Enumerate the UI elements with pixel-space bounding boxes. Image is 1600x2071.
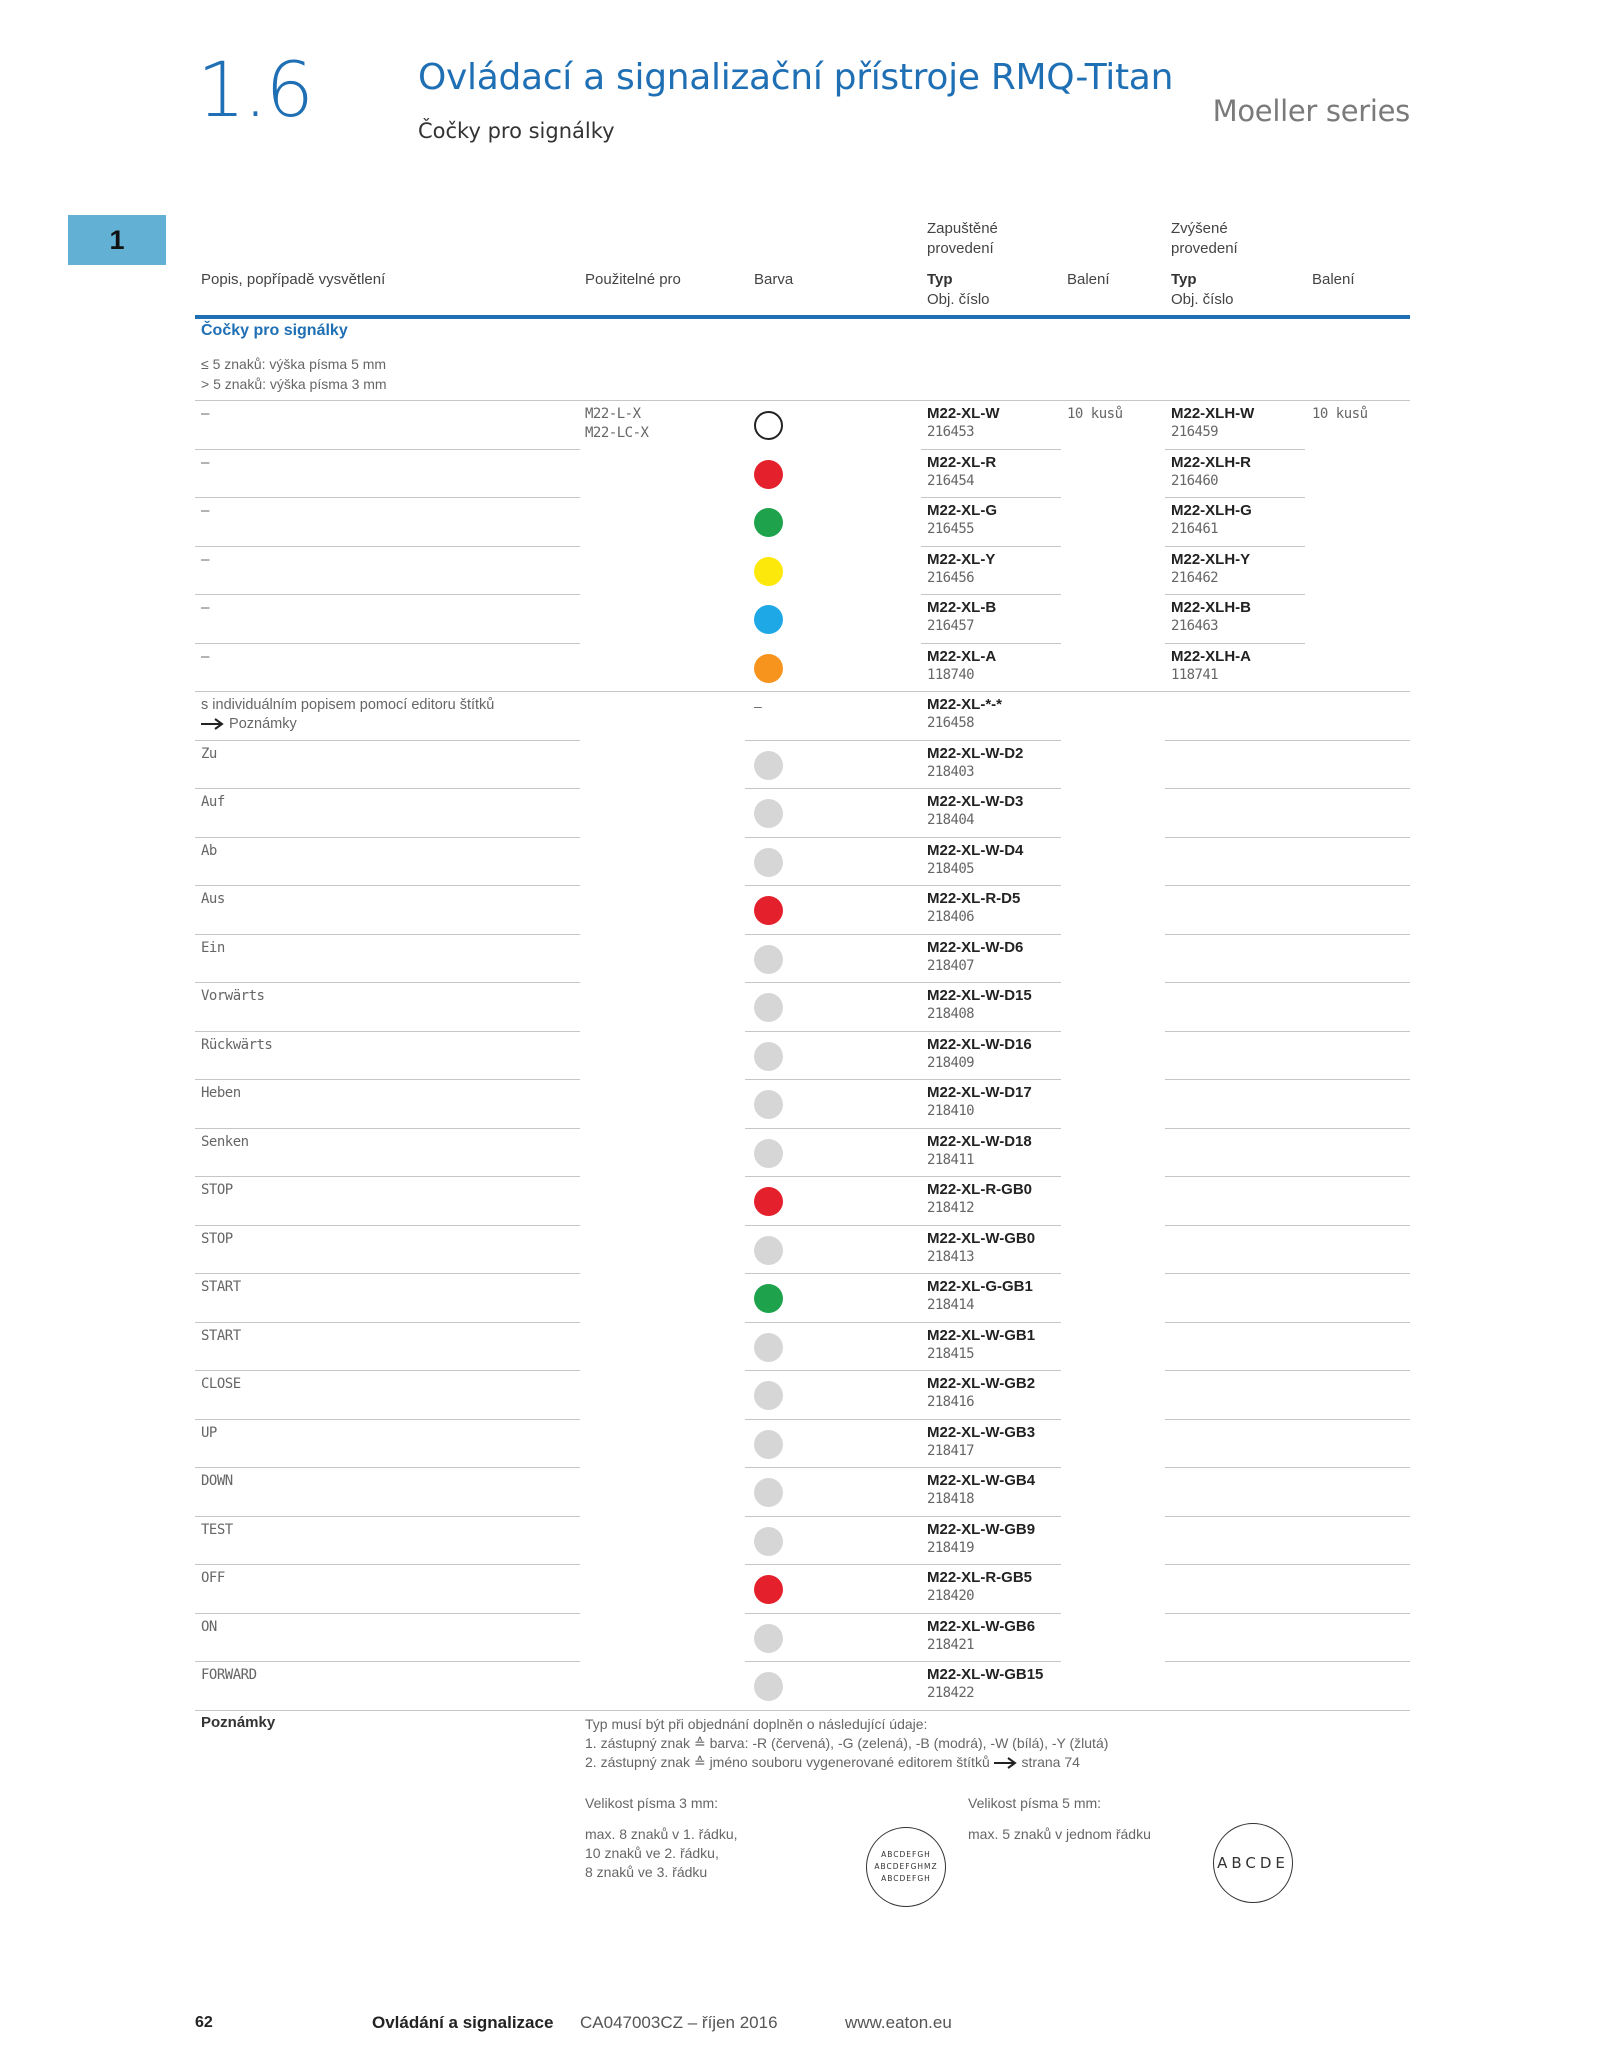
- col-type-label-raised: Typ: [1171, 271, 1197, 288]
- notes-line-1: Typ musí být při objednání doplněn o následující údaje:: [585, 1716, 928, 1732]
- table-row: [0, 983, 1600, 1032]
- font-size-3mm-rules: max. 8 znaků v 1. řádku, 10 znaků ve 2. řádku, 8 znaků ve 3. řádku: [585, 1826, 738, 1880]
- lens-color-swatch: [754, 508, 783, 537]
- table-row: [0, 450, 1600, 499]
- table-row: [0, 789, 1600, 838]
- row-description: Senken: [201, 1133, 249, 1150]
- col-raised-group-line1: Zvýšené: [1171, 220, 1228, 237]
- type-code: M22-XL-W-D4: [927, 841, 1024, 859]
- table-row: [0, 1420, 1600, 1469]
- type-code-raised: M22-XLH-R: [1171, 453, 1252, 471]
- order-number: 218419: [927, 1539, 974, 1556]
- lens-color-swatch: [754, 1381, 783, 1410]
- order-number: 218417: [927, 1442, 974, 1459]
- page-title: Ovládací a signalizační přístroje RMQ-Titan: [418, 57, 1174, 98]
- row-description: TEST: [201, 1521, 233, 1538]
- row-description: –: [201, 648, 209, 665]
- table-row: [0, 741, 1600, 790]
- row-description: Zu: [201, 745, 217, 762]
- type-code: M22-XL-W-GB4: [927, 1472, 1036, 1489]
- order-number-raised: 118741: [1171, 666, 1218, 683]
- type-code-raised: M22-XLH-Y: [1171, 550, 1251, 568]
- order-number: 218415: [927, 1345, 974, 1362]
- lens-color-swatch: [754, 993, 783, 1022]
- row-description: –: [201, 406, 209, 422]
- row-description: –: [201, 454, 209, 471]
- col-pack-header: Balení: [1067, 271, 1110, 288]
- row-description: CLOSE: [201, 1376, 241, 1392]
- font-size-3mm-title: Velikost písma 3 mm:: [585, 1795, 719, 1811]
- type-code: M22-XL-Y: [927, 550, 996, 568]
- col-pack-header-raised: Balení: [1312, 271, 1355, 288]
- series-label: Moeller series: [1212, 94, 1410, 128]
- type-code: M22-XL-W-GB6: [927, 1617, 1036, 1635]
- table-row: [0, 1177, 1600, 1226]
- row-description: STOP: [201, 1230, 233, 1247]
- row-description: Aus: [201, 891, 225, 907]
- col-description-header: Popis, popřípadě vysvětlení: [201, 271, 386, 288]
- type-code: M22-XL-B: [927, 599, 997, 616]
- col-type-header: [927, 270, 990, 310]
- type-code-raised: M22-XLH-G: [1171, 502, 1252, 519]
- table-row: [0, 547, 1600, 596]
- type-code: M22-XL-R-GB5: [927, 1569, 1033, 1586]
- row-description: OFF: [201, 1570, 225, 1586]
- lens-color-swatch: [754, 945, 783, 974]
- col-usable-header: Použitelné pro: [585, 271, 681, 288]
- row-description: FORWARD: [201, 1667, 257, 1683]
- chapter-tab-label: 1: [109, 224, 125, 255]
- row-description: UP: [201, 1424, 217, 1441]
- pack-quantity: 10 kusů: [1067, 406, 1123, 422]
- lens-color-swatch: [754, 751, 783, 780]
- table-row: [0, 1371, 1600, 1420]
- lens-color-swatch: [754, 411, 783, 440]
- table-row: [0, 886, 1600, 935]
- arrow-right-icon: [201, 718, 225, 730]
- order-number: 218408: [927, 1006, 974, 1022]
- row-description: STOP: [201, 1182, 233, 1198]
- order-number: 218421: [927, 1636, 974, 1653]
- order-number: 218406: [927, 909, 974, 925]
- lens-color-swatch: [754, 1430, 783, 1459]
- notes-text: [585, 1715, 1108, 1772]
- usable-for: M22-L-X M22-LC-X: [585, 406, 649, 441]
- col-order-label-raised: Obj. číslo: [1171, 291, 1234, 308]
- table-row: [0, 1226, 1600, 1275]
- table-row: [0, 1129, 1600, 1178]
- order-number: 216454: [927, 472, 974, 489]
- pack-quantity-raised: 10 kusů: [1312, 406, 1368, 422]
- row-description: START: [201, 1279, 241, 1295]
- lens-color-swatch: [754, 460, 783, 489]
- type-code: M22-XL-G-GB1: [927, 1278, 1033, 1295]
- lens-color-swatch: [754, 799, 783, 828]
- lens-color-swatch: [754, 1236, 783, 1265]
- order-number: 218416: [927, 1394, 974, 1410]
- order-number: 218412: [927, 1200, 974, 1216]
- order-number-raised: 216461: [1171, 521, 1218, 537]
- lens-color-swatch: [754, 605, 783, 634]
- color-placeholder: –: [754, 698, 762, 714]
- order-number: 216458: [927, 715, 974, 731]
- font-size-5mm-rule: max. 5 znaků v jednom řádku: [968, 1826, 1151, 1842]
- type-code: M22-XL-G: [927, 502, 998, 519]
- type-code: M22-XL-W-D17: [927, 1084, 1032, 1101]
- order-number: 218413: [927, 1248, 974, 1265]
- type-code: M22-XL-W-GB0: [927, 1229, 1036, 1247]
- lens-color-swatch: [754, 1672, 783, 1701]
- section-note-1: ≤ 5 znaků: výška písma 5 mm: [201, 356, 387, 372]
- type-code: M22-XL-W-D3: [927, 793, 1024, 810]
- lens-3mm-example-icon: ABCDEFGH ABCDEFGHMZ ABCDEFGH: [866, 1827, 946, 1907]
- order-number: 218414: [927, 1297, 974, 1313]
- lens-color-swatch: [754, 654, 783, 683]
- table-row: [0, 1032, 1600, 1081]
- lens-color-swatch: [754, 1527, 783, 1556]
- col-flush-group-line1: Zapuštěné: [927, 220, 998, 237]
- lens-color-swatch: [754, 1333, 783, 1362]
- lens-color-swatch: [754, 896, 783, 925]
- type-code: M22-XL-W-D18: [927, 1132, 1032, 1150]
- row-description: Heben: [201, 1085, 241, 1101]
- table-row: [0, 1517, 1600, 1566]
- chapter-tab: [68, 215, 166, 265]
- row-description: Ab: [201, 842, 217, 859]
- order-number: 218403: [927, 763, 974, 780]
- footer-doc-id: CA047003CZ – říjen 2016: [580, 2013, 778, 2032]
- row-description: START: [201, 1327, 241, 1344]
- lens-color-swatch: [754, 848, 783, 877]
- order-number: 218409: [927, 1054, 974, 1071]
- order-number: 216453: [927, 424, 974, 440]
- order-number-raised: 216460: [1171, 472, 1218, 489]
- col-order-label: Obj. číslo: [927, 291, 990, 308]
- col-color-header: Barva: [754, 271, 794, 288]
- order-number: 216457: [927, 618, 974, 634]
- row-description: –: [201, 551, 209, 568]
- col-raised-group-header: [1171, 219, 1238, 259]
- notes-rule: [195, 1710, 1410, 1711]
- arrow-right-icon: [994, 1757, 1018, 1769]
- type-code: M22-XL-R-D5: [927, 890, 1021, 907]
- order-number: 218407: [927, 957, 974, 974]
- font-size-5mm-title: Velikost písma 5 mm:: [968, 1795, 1102, 1811]
- table-row: [0, 498, 1600, 547]
- col-type-label: Typ: [927, 271, 953, 288]
- type-code: M22-XL-W-D16: [927, 1035, 1032, 1053]
- type-code: M22-XL-A: [927, 647, 997, 665]
- header-rule: [195, 315, 1410, 319]
- section-note-2: > 5 znaků: výška písma 3 mm: [201, 376, 387, 392]
- notes-line-3: 2. zástupný znak ≙ jméno souboru vygenerované editorem štítků strana 74: [585, 1754, 1080, 1770]
- type-code: M22-XL-R-GB0: [927, 1181, 1033, 1198]
- order-number-raised: 216462: [1171, 569, 1218, 586]
- type-code: M22-XL-W-GB2: [927, 1375, 1036, 1392]
- section-heading: Čočky pro signálky: [201, 322, 348, 339]
- order-number-raised: 216459: [1171, 424, 1218, 440]
- footer-url[interactable]: www.eaton.eu: [845, 2013, 952, 2032]
- type-code-raised: M22-XLH-W: [1171, 405, 1255, 422]
- order-number: 118740: [927, 666, 974, 683]
- table-row: [0, 401, 1600, 450]
- type-code-raised: M22-XLH-B: [1171, 599, 1252, 616]
- page-number: 62: [195, 2014, 213, 2031]
- order-number: 218411: [927, 1151, 974, 1168]
- row-description: ON: [201, 1618, 217, 1635]
- table-row: [0, 1565, 1600, 1614]
- lens-color-swatch: [754, 1478, 783, 1507]
- type-code-raised: M22-XLH-A: [1171, 647, 1252, 665]
- lens-color-swatch: [754, 1139, 783, 1168]
- lens-color-swatch: [754, 1284, 783, 1313]
- table-row: [0, 1323, 1600, 1372]
- type-code: M22-XL-R: [927, 453, 997, 471]
- table-row: [0, 838, 1600, 887]
- section-number: 1.6: [197, 45, 312, 134]
- lens-color-swatch: [754, 1042, 783, 1071]
- type-code: M22-XL-W: [927, 405, 1000, 422]
- type-code: M22-XL-W-GB3: [927, 1423, 1036, 1441]
- type-code: M22-XL-*-*: [927, 696, 1003, 713]
- table-row: [0, 1274, 1600, 1323]
- lens-color-swatch: [754, 1575, 783, 1604]
- table-row: [0, 692, 1600, 741]
- order-number: 216456: [927, 569, 974, 586]
- lens-color-swatch: [754, 1187, 783, 1216]
- col-flush-group-header: [927, 219, 998, 259]
- order-number: 218404: [927, 812, 974, 828]
- order-number: 218422: [927, 1685, 974, 1701]
- row-description: Ein: [201, 939, 225, 956]
- row-description: Auf: [201, 794, 225, 810]
- type-code: M22-XL-W-GB1: [927, 1326, 1036, 1344]
- col-type-header-raised: [1171, 270, 1234, 310]
- row-description: Rückwärts: [201, 1036, 273, 1053]
- type-code: M22-XL-W-D2: [927, 744, 1024, 762]
- page-subtitle: Čočky pro signálky: [418, 119, 615, 143]
- table-row: [0, 1614, 1600, 1663]
- notes-line-2: 1. zástupný znak ≙ barva: -R (červená), -G (zelená), -B (modrá), -W (bílá), -Y (žlutá): [585, 1735, 1109, 1751]
- col-flush-group-line2: provedení: [927, 240, 994, 257]
- lens-color-swatch: [754, 1624, 783, 1653]
- row-description: Vorwärts: [201, 988, 265, 1004]
- type-code: M22-XL-W-GB15: [927, 1666, 1044, 1683]
- table-row: [0, 595, 1600, 644]
- lens-color-swatch: [754, 557, 783, 586]
- row-description: DOWN: [201, 1473, 233, 1489]
- row-description: –: [201, 503, 209, 519]
- footer-section: Ovládání a signalizace: [372, 2013, 554, 2032]
- type-code: M22-XL-W-D15: [927, 987, 1032, 1004]
- type-code: M22-XL-W-D6: [927, 938, 1024, 956]
- table-row: [0, 935, 1600, 984]
- lens-5mm-example-icon: ABCDE: [1213, 1823, 1293, 1903]
- table-row: [0, 644, 1600, 693]
- type-code: M22-XL-W-GB9: [927, 1520, 1036, 1538]
- order-number: 218410: [927, 1103, 974, 1119]
- order-number: 218420: [927, 1588, 974, 1604]
- order-number-raised: 216463: [1171, 618, 1218, 634]
- order-number: 218405: [927, 860, 974, 877]
- table-row: [0, 1468, 1600, 1517]
- notes-label: Poznámky: [201, 1714, 276, 1731]
- table-row: [0, 1662, 1600, 1711]
- order-number: 218418: [927, 1491, 974, 1507]
- table-row: [0, 1080, 1600, 1129]
- col-raised-group-line2: provedení: [1171, 240, 1238, 257]
- row-description: –: [201, 600, 209, 616]
- order-number: 216455: [927, 521, 974, 537]
- lens-color-swatch: [754, 1090, 783, 1119]
- row-description: s individuálním popisem pomocí editoru štítků Poznámky: [201, 697, 495, 732]
- row-description-ref: Poznámky: [229, 716, 297, 732]
